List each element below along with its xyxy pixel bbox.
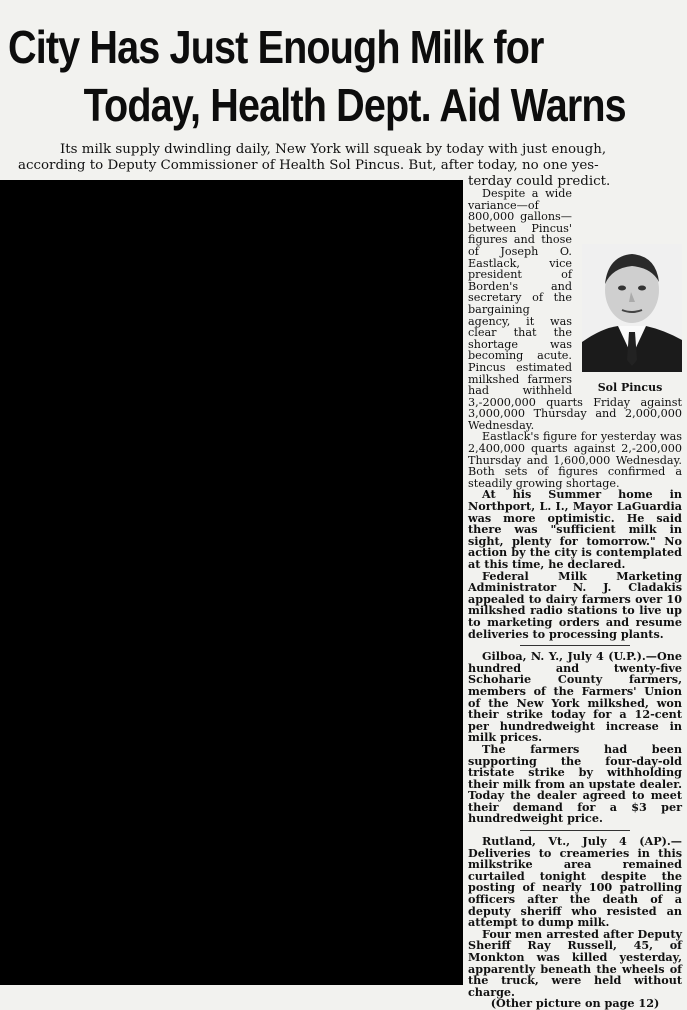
deck-line-2: according to Deputy Commissioner of Health Sol Pincus. But, after today, no one yes- <box>18 158 599 173</box>
paragraph-8: Four men arrested after Deputy Sheriff Ray Russell, 45, of Monkton was killed yesterday, apparently beneath the wheels of the truck, were held without charge. <box>468 926 682 999</box>
headline <box>8 18 626 134</box>
paragraph-6: The farmers had been supporting the four-day-old tristate strike by withholding their milk from an upstate dealer. Today the dealer agreed to meet their demand for a $3 per hundredweight price. <box>468 741 682 826</box>
paragraph-5: Gilboa, N. Y., July 4 (U.P.).—One hundred and twenty-five Schoharie County farmers, members of the Farmers' Union of the New York milkshed, won their strike today for a 12-cent per hundredweight increase in milk prices. <box>468 649 682 745</box>
headline-line-1: City Has Just Enough Milk for <box>8 21 544 73</box>
paragraph-4: Federal Milk Marketing Administrator N. J. Cladakis appealed to dairy farmers over 10 milkshed radio stations to live up to marketing orders and resume deliveries to processing plants. <box>468 568 682 641</box>
headline-line-2: Today, Health Dept. Aid Warns <box>83 79 626 131</box>
page-reference: (Other picture on page 12) <box>490 996 660 1010</box>
deck-line-1: Its milk supply dwindling daily, New York will squeak by today with just enough, <box>60 142 607 157</box>
photo-caption: Sol Pincus <box>597 381 663 394</box>
portrait-photo <box>582 244 682 372</box>
divider-2 <box>520 830 630 831</box>
paragraph-7: Rutland, Vt., July 4 (AP).—Deliveries to creameries in this milkstrike area remained curtailed tonight despite the posting of nearly 100 patrolling officers after the death of a deputy sheriff who resisted an attempt to dump milk. <box>468 834 682 930</box>
divider-1 <box>520 645 630 646</box>
paragraph-3: At his Summer home in Northport, L. I., Mayor LaGuardia was more optimistic. He said there was "sufficient milk in sight, plenty for tomorrow." No action by the city is contemplated at this time, he declared. <box>468 487 682 571</box>
article-column <box>468 188 682 1010</box>
redacted-panel <box>0 180 463 985</box>
deck-line-3: terday could predict. <box>468 174 611 189</box>
paragraph-2: Eastlack's figure for yesterday was 2,400,000 quarts against 2,-200,000 Thursday and 1,600,000 Wednesday. Both sets of figures confirmed a steadily growing shortage. <box>468 430 682 490</box>
paragraph-1: Despite a wide variance—of 800,000 gallons—between Pincus' figures and those of Joseph O. Eastlack, vice president of Borden's and secretary of the bargaining agency, it was clear that the shortage was becoming acute. Pincus estimated milkshed farmers had withheld 3,-2000,000 quarts Friday against 3,000,000 Thursday and 2,000,000 Wednesday. <box>468 187 682 432</box>
photo-block <box>578 244 682 396</box>
